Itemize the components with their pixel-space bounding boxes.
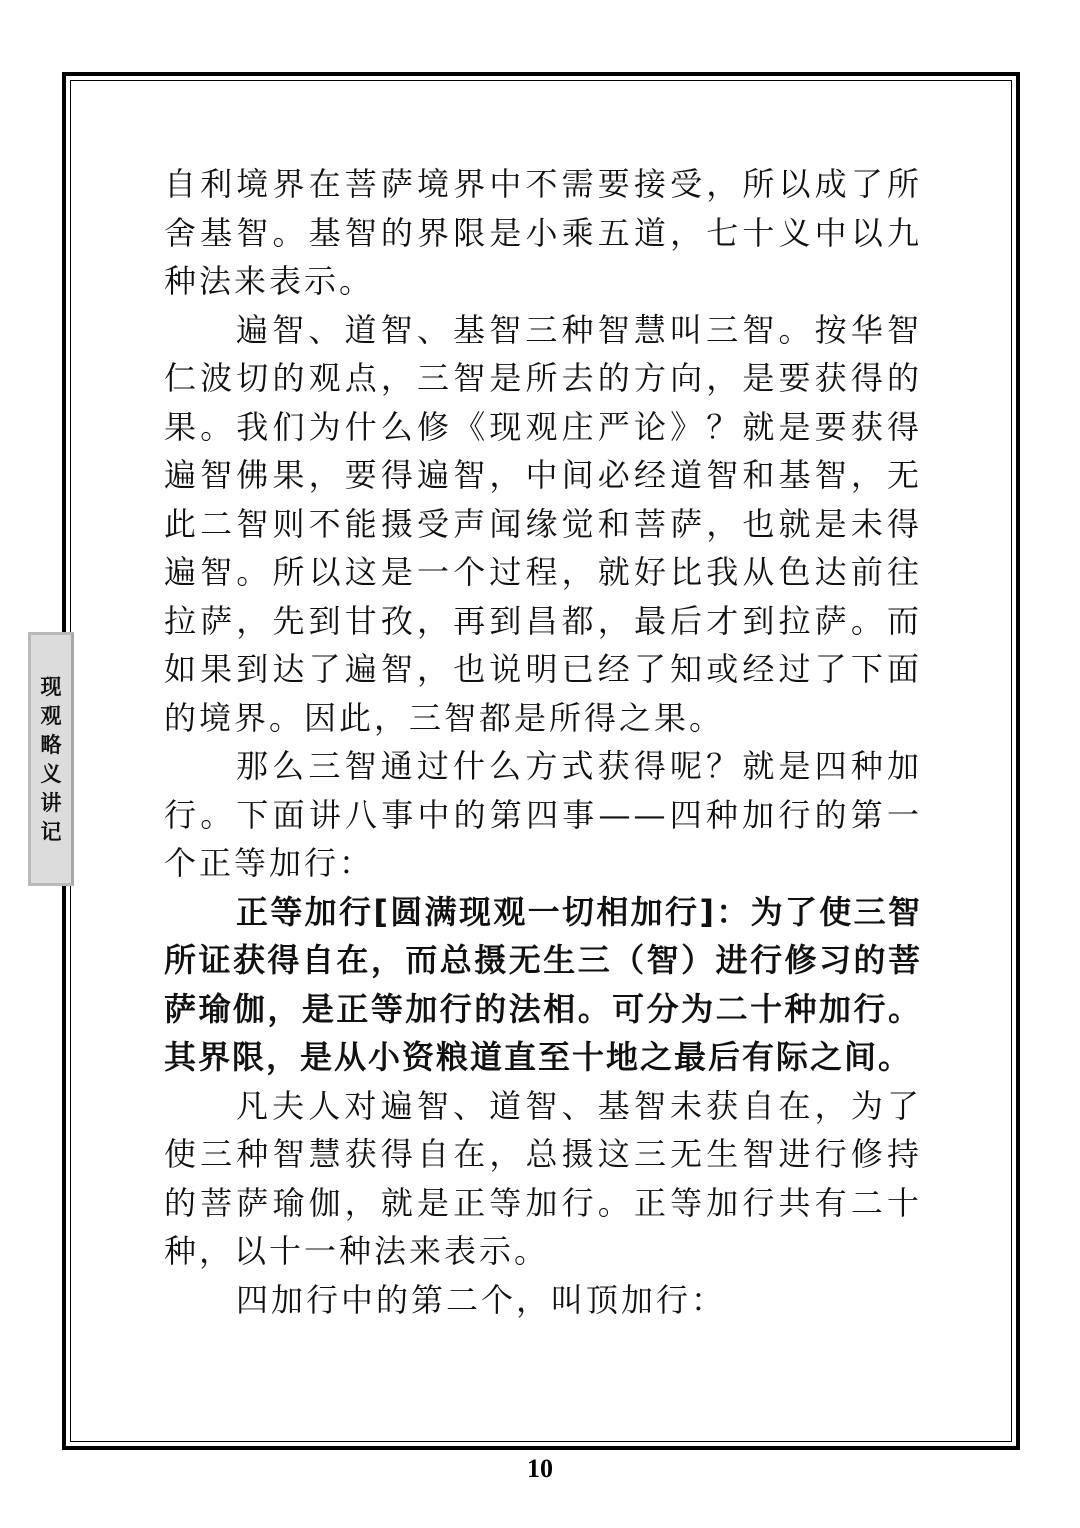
book-title-char: 记 [40,819,62,844]
paragraph: 四加行中的第二个，叫顶加行： [236,1280,727,1319]
paragraph: 遍智、道智、基智三种智慧叫三智。按华智仁波切的观点，三智是所去的方向，是要获得的果。我们为什么修《现观庄严论》？就是要获得遍智佛果，要得遍智，中间必经道智和基智，无此二智则不能摄受声闻缘觉和菩萨，也就是未得遍智。所以这是一个过程，就好比我从色达前往拉萨，先到甘孜，再到昌都，最后才到拉萨。而如果到达了遍智，也说明已经了知或经过了下面的境界。因此，三智都是所得之果。 [164,310,922,737]
book-title-char: 现 [40,674,62,699]
book-title-tab [28,632,74,886]
book-title-char: 略 [40,732,62,757]
book-title-char: 义 [40,761,62,786]
page-number: 10 [527,1454,553,1483]
paragraph: 凡夫人对遍智、道智、基智未获自在，为了使三种智慧获得自在，总摄这三无生智进行修持的菩萨瑜伽，就是正等加行。正等加行共有二十种，以十一种法来表示。 [164,1086,922,1270]
paragraph: 那么三智通过什么方式获得呢？就是四种加行。下面讲八事中的第四事——四种加行的第一个正等加行： [164,747,922,882]
book-title-char: 观 [40,703,62,728]
book-title-char: 讲 [40,790,62,815]
root-text-paragraph: 正等加行[圆满现观一切相加行]：为了使三智所证获得自在，而总摄无生三（智）进行修习的菩萨瑜伽，是正等加行的法相。可分为二十种加行。其界限，是从小资粮道直至十地之最后有际之间。 [164,892,922,1076]
body-text [164,160,922,1324]
paragraph: 自利境界在菩萨境界中不需要接受，所以成了所舍基智。基智的界限是小乘五道，七十义中以九种法来表示。 [164,165,922,300]
